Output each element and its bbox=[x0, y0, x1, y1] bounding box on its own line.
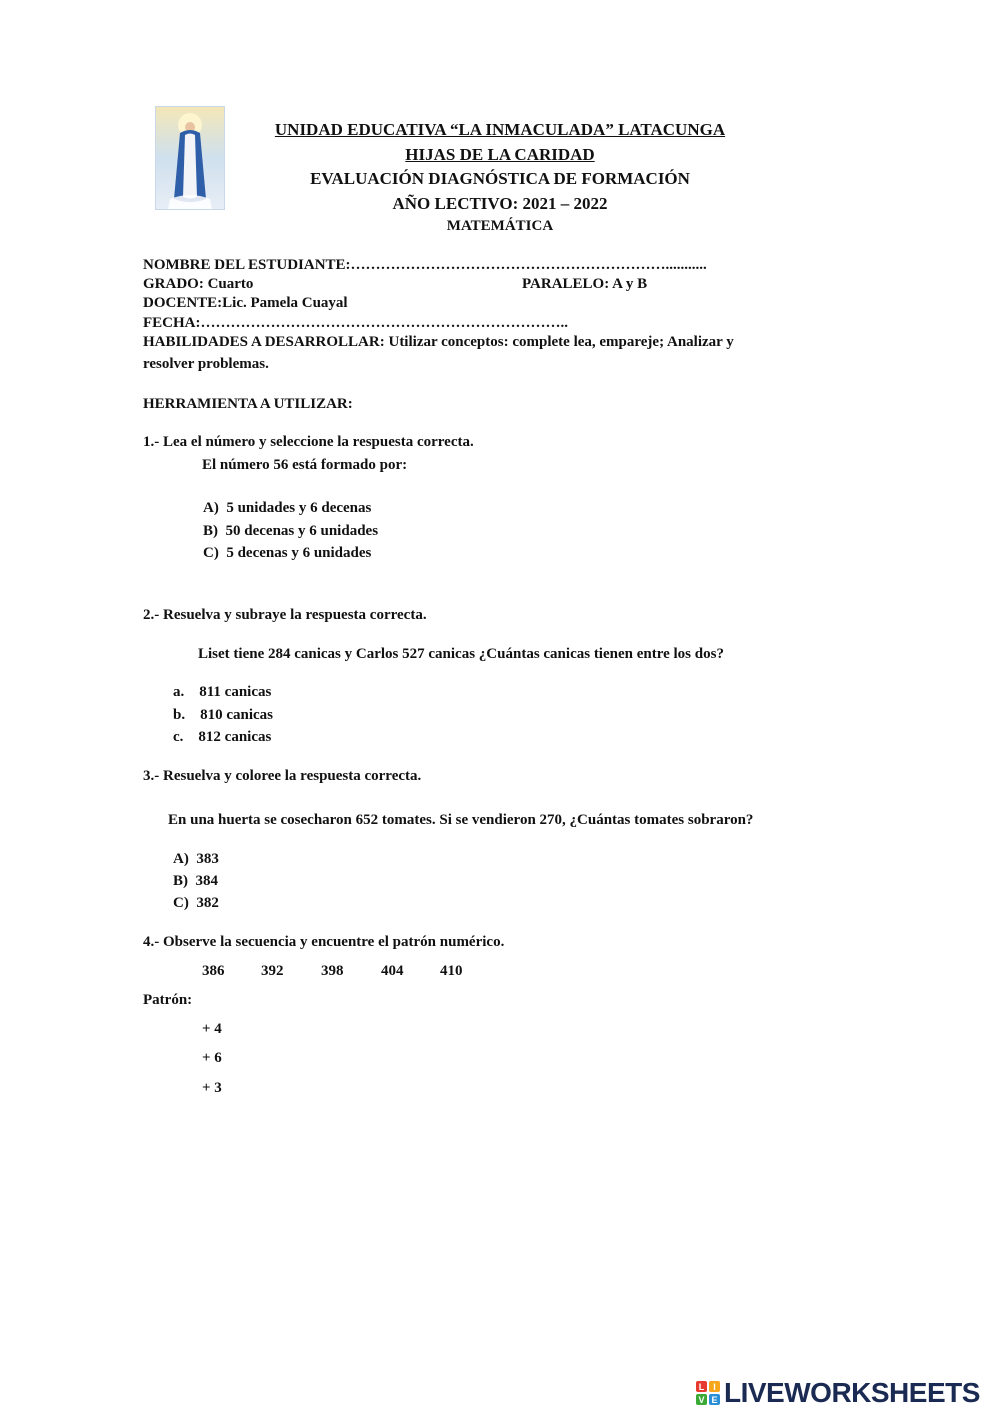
date-line: FECHA:……………………………………………………………….. bbox=[143, 315, 568, 331]
q3-prompt: En una huerta se cosecharon 652 tomates. Si se vendieron 270, ¿Cuántas tomates sobraron? bbox=[168, 812, 754, 828]
q4-title: 4.- Observe la secuencia y encuentre el patrón numérico. bbox=[143, 934, 505, 950]
q4-seq-1: 386 bbox=[202, 963, 225, 979]
option-text: 812 canicas bbox=[198, 729, 272, 745]
evaluation-title: EVALUACIÓN DIAGNÓSTICA DE FORMACIÓN bbox=[310, 169, 690, 188]
q4-option-3[interactable]: + 3 bbox=[202, 1080, 222, 1096]
option-text: 5 decenas y 6 unidades bbox=[226, 545, 372, 561]
option-text: 384 bbox=[195, 873, 218, 889]
q4-seq-2: 392 bbox=[261, 963, 284, 979]
option-marker: B) bbox=[203, 523, 218, 539]
section-line: PARALELO: A y B bbox=[522, 276, 648, 292]
q2-option-b[interactable] bbox=[173, 707, 273, 724]
subject-title: MATEMÁTICA bbox=[446, 218, 554, 234]
school-year: AÑO LECTIVO: 2021 – 2022 bbox=[392, 194, 608, 213]
q2-prompt: Liset tiene 284 canicas y Carlos 527 canicas ¿Cuántas canicas tienen entre los dos? bbox=[198, 646, 724, 662]
liveworksheets-text: LIVEWORKSHEETS bbox=[724, 1377, 980, 1408]
skills-line bbox=[143, 334, 734, 351]
option-text: 810 canicas bbox=[200, 707, 274, 723]
tool-line: HERRAMIENTA A UTILIZAR: bbox=[143, 396, 353, 412]
skills-continuation: resolver problemas. bbox=[143, 356, 269, 372]
option-marker: c. bbox=[173, 729, 184, 745]
q3-title: 3.- Resuelva y coloree la respuesta correcta. bbox=[143, 768, 422, 784]
q2-option-a[interactable] bbox=[173, 684, 271, 701]
liveworksheets-watermark bbox=[696, 1375, 980, 1411]
option-marker: b. bbox=[173, 707, 186, 723]
badge-cell: E bbox=[709, 1394, 720, 1405]
q4-pattern-label: Patrón: bbox=[143, 992, 193, 1008]
q1-prompt: El número 56 está formado por: bbox=[202, 457, 408, 473]
school-name: UNIDAD EDUCATIVA “LA INMACULADA” LATACUNGA bbox=[274, 120, 726, 139]
option-text: 50 decenas y 6 unidades bbox=[225, 523, 379, 539]
q4-seq-4: 404 bbox=[381, 963, 404, 979]
teacher-line: DOCENTE:Lic. Pamela Cuayal bbox=[143, 295, 348, 311]
q1-title: 1.- Lea el número y seleccione la respuesta correcta. bbox=[143, 434, 474, 450]
liveworksheets-badge-icon bbox=[696, 1381, 720, 1405]
option-text: 811 canicas bbox=[199, 684, 272, 700]
q3-option-c[interactable] bbox=[173, 895, 219, 912]
q4-seq-5: 410 bbox=[440, 963, 463, 979]
badge-cell: V bbox=[696, 1394, 707, 1405]
congregation-name: HIJAS DE LA CARIDAD bbox=[405, 145, 595, 164]
option-text: 5 unidades y 6 decenas bbox=[226, 500, 372, 516]
badge-cell: I bbox=[709, 1381, 720, 1392]
option-text: 383 bbox=[196, 851, 219, 867]
q1-option-b[interactable] bbox=[203, 523, 378, 540]
q2-title: 2.- Resuelva y subraye la respuesta correcta. bbox=[143, 607, 427, 623]
option-marker: a. bbox=[173, 684, 185, 700]
q4-option-1[interactable]: + 4 bbox=[202, 1021, 222, 1037]
q2-option-c[interactable] bbox=[173, 729, 271, 746]
option-marker: A) bbox=[203, 500, 219, 516]
q1-option-a[interactable] bbox=[203, 500, 371, 517]
option-marker: A) bbox=[173, 851, 189, 867]
q1-option-c[interactable] bbox=[203, 545, 371, 562]
q4-option-2[interactable]: + 6 bbox=[202, 1050, 222, 1066]
q3-option-b[interactable] bbox=[173, 873, 218, 890]
option-text: 382 bbox=[196, 895, 219, 911]
q3-option-a[interactable] bbox=[173, 851, 219, 868]
option-marker: B) bbox=[173, 873, 188, 889]
q4-seq-3: 398 bbox=[321, 963, 344, 979]
skills-label: HABILIDADES A DESARROLLAR: bbox=[143, 334, 385, 350]
badge-cell: L bbox=[696, 1381, 707, 1392]
skills-text: Utilizar conceptos: complete lea, empareje; Analizar y bbox=[384, 334, 734, 350]
option-marker: C) bbox=[173, 895, 189, 911]
grade-line: GRADO: Cuarto bbox=[143, 276, 254, 292]
student-name-line: NOMBRE DEL ESTUDIANTE:………………………………………………………........... bbox=[143, 257, 707, 273]
option-marker: C) bbox=[203, 545, 219, 561]
